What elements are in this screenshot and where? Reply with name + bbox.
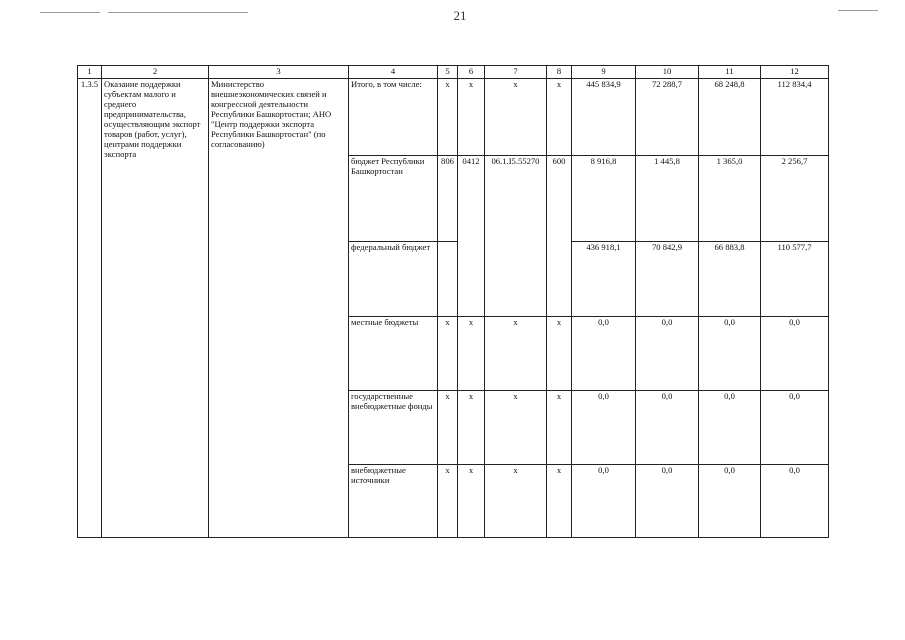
- budget-table: [77, 65, 829, 538]
- scan-artifact-line: [108, 12, 248, 13]
- column-header: 11: [699, 66, 761, 79]
- rzpr-code: x: [458, 78, 485, 155]
- grbs-code: x: [438, 78, 458, 155]
- measure-description: Оказание поддержки субъектам малого и среднего предпринимательства, осуществляющим экспорт товаров (работ, услуг), центрами поддержки экспорта: [102, 78, 209, 537]
- column-header: 6: [458, 66, 485, 79]
- column-header: 7: [485, 66, 547, 79]
- funding-source: местные бюджеты: [349, 316, 438, 390]
- amount-col10: 0,0: [636, 316, 699, 390]
- column-header: 8: [547, 66, 572, 79]
- amount-col10: 0,0: [636, 390, 699, 464]
- amount-col10: 1 445,8: [636, 155, 699, 241]
- amount-col9: 436 918,1: [572, 241, 636, 316]
- amount-col9: 0,0: [572, 390, 636, 464]
- amount-col9: 0,0: [572, 464, 636, 537]
- scan-artifact-line: [838, 10, 878, 11]
- rzpr-code: x: [458, 464, 485, 537]
- grbs-code: [438, 241, 458, 316]
- scan-artifact-line: [40, 12, 100, 13]
- csr-code: x: [485, 390, 547, 464]
- vr-code: x: [547, 390, 572, 464]
- vr-code: 600: [547, 155, 572, 316]
- funding-source: бюджет Республики Башкортостан: [349, 155, 438, 241]
- amount-col9: 0,0: [572, 316, 636, 390]
- amount-col11: 1 365,0: [699, 155, 761, 241]
- grbs-code: x: [438, 464, 458, 537]
- amount-col10: 70 842,9: [636, 241, 699, 316]
- funding-source: федеральный бюджет: [349, 241, 438, 316]
- amount-col10: 0,0: [636, 464, 699, 537]
- amount-col9: 8 916,8: [572, 155, 636, 241]
- amount-col11: 68 248,8: [699, 78, 761, 155]
- csr-code: 06.1.I5.55270: [485, 155, 547, 316]
- csr-code: x: [485, 316, 547, 390]
- grbs-code: x: [438, 390, 458, 464]
- page-number: 21: [453, 8, 467, 23]
- vr-code: x: [547, 316, 572, 390]
- csr-code: x: [485, 78, 547, 155]
- grbs-code: 806: [438, 155, 458, 241]
- funding-source: внебюджетные источники: [349, 464, 438, 537]
- vr-code: x: [547, 464, 572, 537]
- amount-col12: 110 577,7: [761, 241, 829, 316]
- column-header: 4: [349, 66, 438, 79]
- column-header: 1: [78, 66, 102, 79]
- amount-col12: 2 256,7: [761, 155, 829, 241]
- amount-col11: 0,0: [699, 316, 761, 390]
- csr-code: x: [485, 464, 547, 537]
- rzpr-code: x: [458, 390, 485, 464]
- column-header: 12: [761, 66, 829, 79]
- rzpr-code: x: [458, 316, 485, 390]
- amount-col12: 0,0: [761, 464, 829, 537]
- amount-col10: 72 288,7: [636, 78, 699, 155]
- funding-source: Итого, в том числе:: [349, 78, 438, 155]
- amount-col12: 112 834,4: [761, 78, 829, 155]
- table-row: [78, 78, 829, 155]
- amount-col12: 0,0: [761, 316, 829, 390]
- column-header: 3: [209, 66, 349, 79]
- column-header: 9: [572, 66, 636, 79]
- column-header: 10: [636, 66, 699, 79]
- amount-col9: 445 834,9: [572, 78, 636, 155]
- executor-description: Министерство внешнеэкономических связей и конгрессной деятельности Республики Башкортостан; АНО "Центр поддержки экспорта Республики Башкортостан" (по согласованию): [209, 78, 349, 537]
- record-code: 1.3.5: [78, 78, 102, 537]
- amount-col12: 0,0: [761, 390, 829, 464]
- funding-source: государственные внебюджетные фонды: [349, 390, 438, 464]
- amount-col11: 66 883,8: [699, 241, 761, 316]
- rzpr-code: 0412: [458, 155, 485, 316]
- column-header: 5: [438, 66, 458, 79]
- amount-col11: 0,0: [699, 390, 761, 464]
- column-header: 2: [102, 66, 209, 79]
- amount-col11: 0,0: [699, 464, 761, 537]
- vr-code: x: [547, 78, 572, 155]
- column-number-row: [78, 66, 829, 79]
- grbs-code: x: [438, 316, 458, 390]
